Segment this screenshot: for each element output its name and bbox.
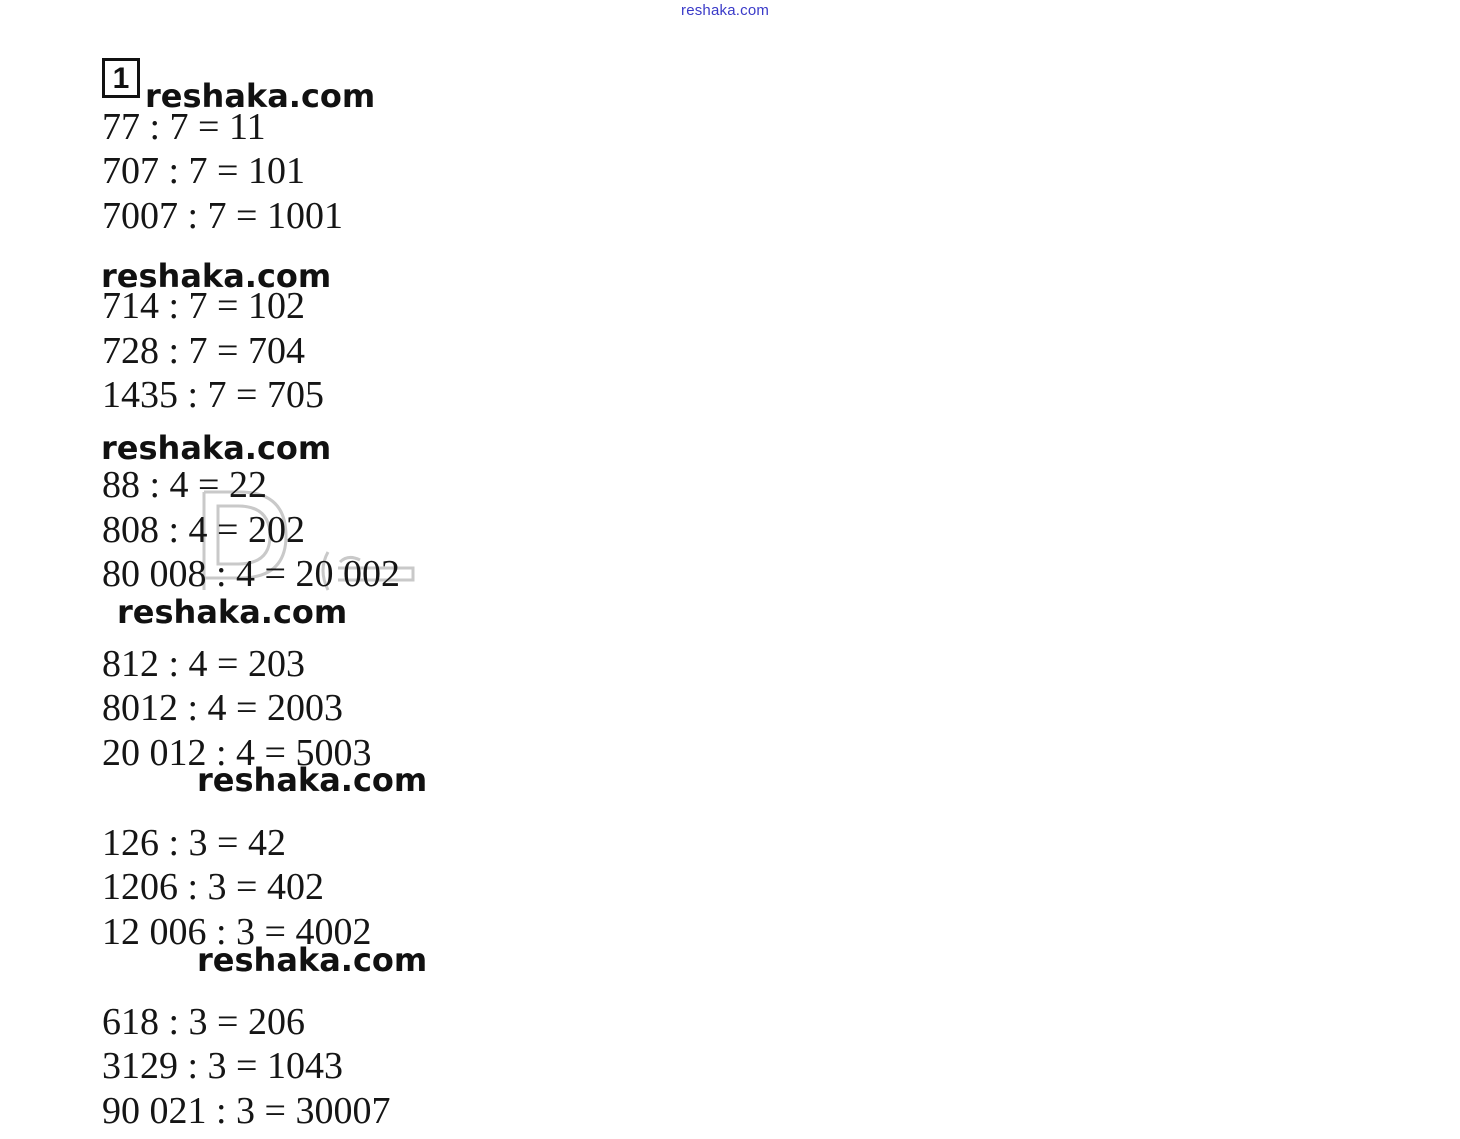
equation-line: 1206 : 3 = 402 [102, 866, 324, 908]
equation-line: 618 : 3 = 206 [102, 1001, 305, 1043]
watermark-label: reshaka.com [145, 77, 376, 115]
equation-line: 1435 : 7 = 705 [102, 374, 324, 416]
equation-line: 88 : 4 = 22 [102, 464, 267, 506]
equation-line: 812 : 4 = 203 [102, 643, 305, 685]
equation-line: 90 021 : 3 = 30007 [102, 1090, 391, 1132]
site-link[interactable]: reshaka.com [681, 2, 770, 19]
equation-line: 8012 : 4 = 2003 [102, 687, 343, 729]
equation-line: 707 : 7 = 101 [102, 150, 305, 192]
equation-line: 12 006 : 3 = 4002 [102, 911, 372, 953]
equation-line: 808 : 4 = 202 [102, 509, 305, 551]
watermark-label: reshaka.com [101, 257, 332, 295]
task-number-box: 1 [102, 58, 140, 98]
equation-line: 3129 : 3 = 1043 [102, 1045, 343, 1087]
watermark-label: reshaka.com [197, 941, 428, 979]
watermark-label: reshaka.com [101, 429, 332, 467]
watermark-label: reshaka.com [197, 761, 428, 799]
equation-line: 126 : 3 = 42 [102, 822, 286, 864]
equation-line: 714 : 7 = 102 [102, 285, 305, 327]
watermark-label: reshaka.com [117, 593, 348, 631]
equation-line: 7007 : 7 = 1001 [102, 195, 343, 237]
equation-line: 80 008 : 4 = 20 002 [102, 553, 400, 595]
equation-line: 728 : 7 = 704 [102, 330, 305, 372]
equation-line: 77 : 7 = 11 [102, 106, 266, 148]
equation-line: 20 012 : 4 = 5003 [102, 732, 372, 774]
